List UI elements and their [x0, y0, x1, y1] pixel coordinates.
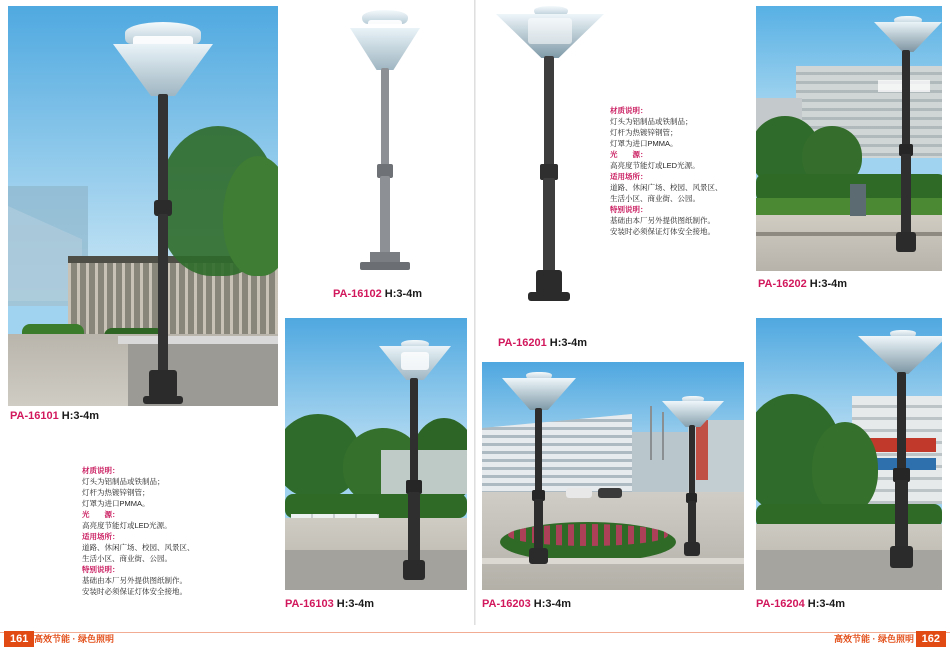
spec-left-line-7: 道路、休闲广场、校园、风景区、 [82, 543, 195, 552]
spec-left-line-5: 高亮度节能灯或LED光源。 [82, 521, 172, 530]
spec-right-line-4: 光 源： [610, 150, 648, 159]
footer-text-left: 高效节能 · 绿色照明 [34, 634, 114, 644]
spec-left-line-1: 灯头为铝制品或铁制品； [82, 477, 165, 486]
page-gutter [474, 0, 476, 625]
caption-pa-16204 [756, 598, 845, 610]
height-pa-16204: H:3-4m [807, 598, 846, 610]
product-photo-pa-16203 [482, 362, 744, 590]
spec-left-line-8: 生活小区、商业街、公园。 [82, 554, 172, 563]
footer-text-right: 高效节能 · 绿色照明 [834, 634, 914, 644]
lamp-pa-16201 [488, 4, 612, 314]
spec-right-line-2: 灯杆为热镀锌钢管； [610, 128, 678, 137]
product-photo-pa-16201 [480, 4, 620, 314]
spec-right-line-11: 安装时必须保证灯体安全接地。 [610, 227, 715, 236]
spec-left-line-3: 灯罩为进口PMMA。 [82, 499, 150, 508]
footer [0, 625, 950, 653]
lamp-pa-16103 [367, 336, 463, 584]
code-pa-16102: PA-16102 [333, 288, 382, 300]
product-photo-pa-16204 [756, 318, 942, 590]
caption-pa-16102 [333, 288, 422, 300]
lamp-pa-16204 [852, 328, 942, 580]
spec-right-line-3: 灯罩为进口PMMA。 [610, 139, 678, 148]
spec-right-line-9: 特别说明： [610, 205, 648, 214]
spec-right-line-7: 道路、休闲广场、校园、风景区、 [610, 183, 723, 192]
spec-right-line-8: 生活小区、商业街、公园。 [610, 194, 700, 203]
caption-pa-16103 [285, 598, 374, 610]
height-pa-16201: H:3-4m [549, 337, 588, 349]
lamp-pa-16203-right [654, 392, 734, 564]
product-photo-pa-16202 [756, 6, 942, 271]
spec-right-line-5: 高亮度节能灯或LED光源。 [610, 161, 700, 170]
spec-right-line-1: 灯头为铝制品或铁制品； [610, 117, 693, 126]
lamp-pa-16101 [103, 14, 223, 406]
height-pa-16101: H:3-4m [61, 410, 100, 422]
spec-left-line-6: 适用场所： [82, 532, 120, 541]
lamp-pa-16202 [868, 12, 942, 262]
spec-left-line-2: 灯杆为热镀锌钢管； [82, 488, 150, 497]
spec-left-line-10: 基础由本厂另外提供图纸制作。 [82, 576, 187, 585]
spec-left-line-11: 安装时必须保证灯体安全接地。 [82, 587, 187, 596]
spec-left-line-0: 材质说明： [82, 466, 120, 475]
page-number-left: 161 [4, 631, 34, 647]
code-pa-16101: PA-16101 [10, 410, 59, 422]
height-pa-16102: H:3-4m [384, 288, 423, 300]
code-pa-16204: PA-16204 [756, 598, 805, 610]
product-photo-pa-16103 [285, 318, 467, 590]
height-pa-16202: H:3-4m [809, 278, 848, 290]
code-pa-16201: PA-16201 [498, 337, 547, 349]
spec-left-line-4: 光 源： [82, 510, 120, 519]
code-pa-16203: PA-16203 [482, 598, 531, 610]
lamp-pa-16203-left [492, 368, 588, 568]
page-number-right: 162 [916, 631, 946, 647]
code-pa-16202: PA-16202 [758, 278, 807, 290]
product-photo-pa-16102 [320, 6, 450, 281]
height-pa-16103: H:3-4m [336, 598, 375, 610]
lamp-pa-16102 [330, 6, 440, 281]
spec-right-line-10: 基础由本厂另外提供图纸制作。 [610, 216, 715, 225]
code-pa-16103: PA-16103 [285, 598, 334, 610]
product-photo-pa-16101 [8, 6, 278, 406]
spec-right-line-6: 适用场所： [610, 172, 648, 181]
spec-block-right [610, 105, 780, 237]
caption-pa-16101 [10, 410, 99, 422]
caption-pa-16202 [758, 278, 847, 290]
caption-pa-16201 [498, 337, 587, 349]
spec-right-line-0: 材质说明： [610, 106, 648, 115]
caption-pa-16203 [482, 598, 571, 610]
spec-left-line-9: 特别说明： [82, 565, 120, 574]
height-pa-16203: H:3-4m [533, 598, 572, 610]
spec-block-left [82, 465, 252, 597]
